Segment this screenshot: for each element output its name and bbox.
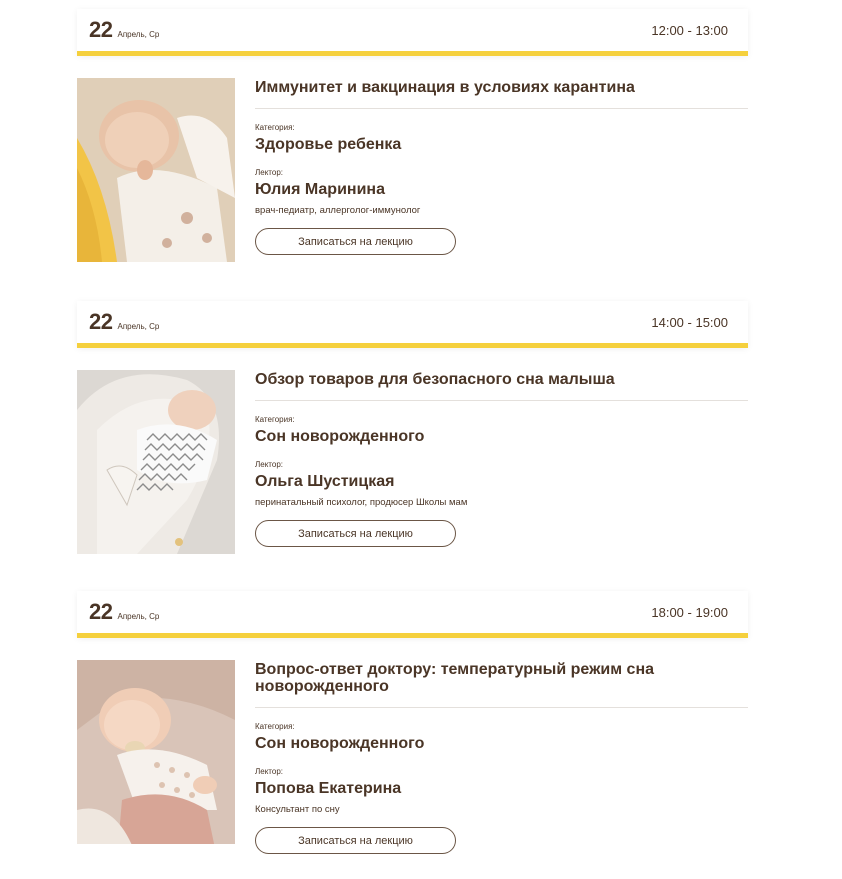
- event-title: Обзор товаров для безопасного сна малыша: [255, 370, 748, 401]
- event-time: 12:00 - 13:00: [651, 22, 728, 38]
- lecturer-label: Лектор:: [255, 460, 283, 469]
- category-label: Категория:: [255, 123, 295, 132]
- event-date-day: 22: [89, 17, 113, 42]
- baby-photo: [77, 78, 235, 262]
- lecturer-role: перинатальный психолог, продюсер Школы мам: [255, 497, 468, 508]
- event-title: Вопрос-ответ доктору: температурный режим сна новорожденного: [255, 660, 748, 708]
- event-date-month: Апрель, Ср: [117, 30, 160, 39]
- event-date-bar: [77, 9, 748, 56]
- category-value: Сон новорожденного: [255, 428, 425, 445]
- event-date-bar: [77, 301, 748, 348]
- lecturer-role: Консультант по сну: [255, 804, 340, 815]
- category-label: Категория:: [255, 415, 295, 424]
- lecturer-role: врач-педиатр, аллерголог-иммунолог: [255, 205, 421, 216]
- event-date: [89, 17, 159, 43]
- event-time: 18:00 - 19:00: [651, 604, 728, 620]
- event-time: 14:00 - 15:00: [651, 314, 728, 330]
- event-title: Иммунитет и вакцинация в условиях карантина: [255, 78, 748, 109]
- register-lecture-button[interactable]: Записаться на лекцию: [255, 827, 456, 854]
- event-card: [77, 9, 748, 262]
- category-value: Сон новорожденного: [255, 735, 425, 752]
- register-lecture-button[interactable]: Записаться на лекцию: [255, 520, 456, 547]
- event-date-month: Апрель, Ср: [117, 612, 160, 621]
- event-date: [89, 309, 159, 335]
- category-label: Категория:: [255, 722, 295, 731]
- lecturer-name: Ольга Шустицкая: [255, 473, 395, 490]
- register-lecture-button[interactable]: Записаться на лекцию: [255, 228, 456, 255]
- event-date-month: Апрель, Ср: [117, 322, 160, 331]
- sleeping-baby-photo: [77, 660, 235, 844]
- lecturer-label: Лектор:: [255, 168, 283, 177]
- event-card: [77, 591, 748, 847]
- baby-in-cocoon-photo: [77, 370, 235, 554]
- event-card: [77, 301, 748, 554]
- event-date: [89, 599, 159, 625]
- event-date-day: 22: [89, 309, 113, 334]
- lecturer-name: Попова Екатерина: [255, 780, 402, 797]
- category-value: Здоровье ребенка: [255, 136, 402, 153]
- lecturer-name: Юлия Маринина: [255, 181, 385, 198]
- event-date-day: 22: [89, 599, 113, 624]
- event-date-bar: [77, 591, 748, 638]
- lecturer-label: Лектор:: [255, 767, 283, 776]
